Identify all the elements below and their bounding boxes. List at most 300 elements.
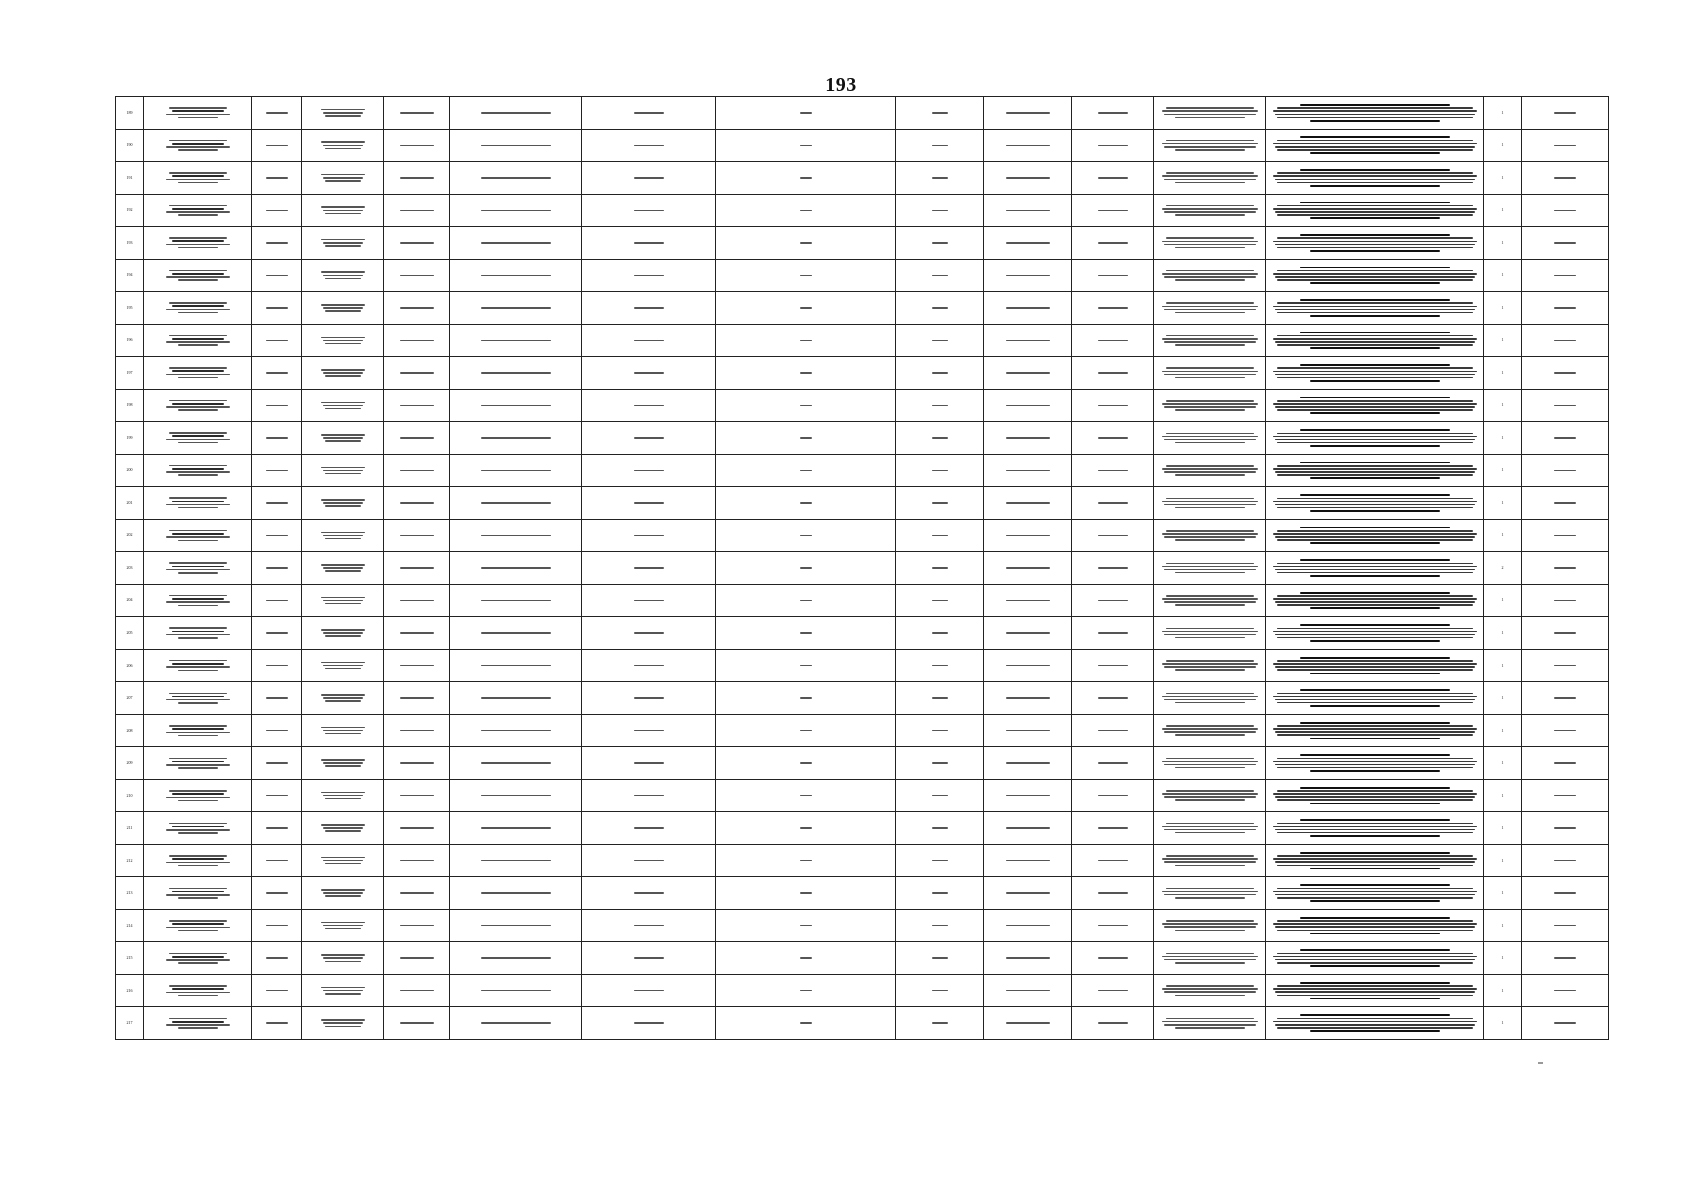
table-row [116,129,1609,162]
fap-type-cell [896,324,984,357]
illegible-text [984,470,1071,472]
population-cell [716,942,896,975]
illegible-text [1266,917,1483,935]
structural-unit-cell [302,877,384,910]
row-number-cell [116,974,144,1007]
table-row [116,584,1609,617]
illegible-text [252,632,301,634]
illegible-text [582,112,715,114]
illegible-text [1154,758,1265,769]
population-cell [716,324,896,357]
care-type-cell [1072,487,1154,520]
illegible-text [384,470,449,472]
illegible-text [144,530,251,541]
illegible-text [984,275,1071,277]
quantity-value: 1 [1501,434,1504,440]
address-cell [450,292,582,325]
illegible-text [144,1018,251,1029]
row-number: 198 [126,402,133,408]
illegible-text [384,340,449,342]
population-cell [716,422,896,455]
row-number: 190 [126,142,133,148]
structural-unit-cell [302,1007,384,1040]
population-cell [716,162,896,195]
illegible-text [1072,567,1153,569]
quantity-value: 1 [1501,857,1504,863]
illegible-text [1266,657,1483,675]
address-cell [450,519,582,552]
illegible-text [1154,725,1265,736]
illegible-text [716,892,895,894]
population-cell [716,617,896,650]
quantity-cell [1484,812,1522,845]
room-cell [984,292,1072,325]
settlement-cell [582,649,716,682]
table-row [116,357,1609,390]
illegible-text [1154,1018,1265,1029]
illegible-text [984,502,1071,504]
equipment-name-cell [1154,519,1266,552]
illegible-text [1522,145,1608,147]
illegible-text [302,922,383,930]
illegible-text [384,957,449,959]
room-cell [984,617,1072,650]
table-row [116,292,1609,325]
illegible-text [384,762,449,764]
fap-name-cell [384,422,450,455]
row-number-cell [116,422,144,455]
row-number: 189 [126,109,133,115]
illegible-text [1072,535,1153,537]
code-cell [252,714,302,747]
table-row [116,1007,1609,1040]
scan-mark [1538,1062,1543,1064]
population-cell [716,812,896,845]
illegible-text [144,627,251,638]
illegible-text [302,564,383,572]
care-type-cell [1072,389,1154,422]
standard-document-cell [1266,292,1484,325]
illegible-text [1072,925,1153,927]
date-cell [1522,487,1609,520]
address-cell [450,357,582,390]
illegible-text [582,860,715,862]
illegible-text [302,727,383,735]
illegible-text [1072,697,1153,699]
quantity-value: 1 [1501,337,1504,343]
quantity-cell [1484,714,1522,747]
illegible-text [896,827,983,829]
illegible-text [384,1022,449,1024]
standard-document-cell [1266,942,1484,975]
illegible-text [896,925,983,927]
fap-name-cell [384,552,450,585]
table-row [116,487,1609,520]
quantity-value: 1 [1501,109,1504,115]
fap-type-cell [896,714,984,747]
settlement-cell [582,714,716,747]
fap-type-cell [896,1007,984,1040]
illegible-text [1522,210,1608,212]
illegible-text [302,1019,383,1027]
equipment-name-cell [1154,584,1266,617]
standard-document-cell [1266,649,1484,682]
illegible-text [896,892,983,894]
code-cell [252,162,302,195]
illegible-text [716,567,895,569]
row-number: 212 [126,857,133,863]
equipment-name-cell [1154,454,1266,487]
care-type-cell [1072,682,1154,715]
settlement-cell [582,324,716,357]
fap-type-cell [896,389,984,422]
illegible-text [896,372,983,374]
illegible-text [252,242,301,244]
quantity-cell [1484,877,1522,910]
illegible-text [1154,920,1265,931]
illegible-text [896,535,983,537]
illegible-text [384,730,449,732]
illegible-text [984,892,1071,894]
illegible-text [302,499,383,507]
illegible-text [716,405,895,407]
fap-name-cell [384,227,450,260]
illegible-text [144,237,251,248]
room-cell [984,422,1072,455]
table-row [116,779,1609,812]
illegible-text [450,665,581,667]
organization-cell [144,324,252,357]
illegible-text [302,597,383,605]
quantity-value: 1 [1501,369,1504,375]
date-cell [1522,259,1609,292]
date-cell [1522,194,1609,227]
population-cell [716,292,896,325]
illegible-text [1522,762,1608,764]
illegible-text [1072,210,1153,212]
illegible-text [450,275,581,277]
illegible-text [450,632,581,634]
fap-type-cell [896,649,984,682]
standard-document-cell [1266,844,1484,877]
illegible-text [1522,502,1608,504]
illegible-text [1266,754,1483,772]
illegible-text [252,925,301,927]
population-cell [716,487,896,520]
structural-unit-cell [302,389,384,422]
quantity-value: 1 [1501,825,1504,831]
fap-type-cell [896,162,984,195]
illegible-text [252,340,301,342]
illegible-text [582,762,715,764]
quantity-cell [1484,519,1522,552]
fap-type-cell [896,259,984,292]
illegible-text [302,174,383,182]
illegible-text [716,795,895,797]
equipment-name-cell [1154,259,1266,292]
illegible-text [1072,307,1153,309]
organization-cell [144,389,252,422]
illegible-text [1522,795,1608,797]
row-number: 211 [126,825,133,831]
illegible-text [1154,433,1265,444]
illegible-text [1266,852,1483,870]
table-row [116,942,1609,975]
quantity-value: 1 [1501,1020,1504,1026]
code-cell [252,357,302,390]
illegible-text [384,535,449,537]
illegible-text [252,405,301,407]
date-cell [1522,227,1609,260]
illegible-text [1266,592,1483,610]
code-cell [252,97,302,130]
illegible-text [984,535,1071,537]
settlement-cell [582,942,716,975]
illegible-text [1266,949,1483,967]
fap-type-cell [896,974,984,1007]
illegible-text [144,693,251,704]
illegible-text [384,600,449,602]
table-row [116,454,1609,487]
room-cell [984,389,1072,422]
quantity-cell [1484,682,1522,715]
structural-unit-cell [302,779,384,812]
illegible-text [302,337,383,345]
table-row [116,422,1609,455]
settlement-cell [582,909,716,942]
illegible-text [302,987,383,995]
illegible-text [450,145,581,147]
quantity-cell [1484,97,1522,130]
room-cell [984,682,1072,715]
illegible-text [252,600,301,602]
structural-unit-cell [302,584,384,617]
quantity-cell [1484,649,1522,682]
illegible-text [984,860,1071,862]
illegible-text [302,402,383,410]
illegible-text [450,795,581,797]
illegible-text [1072,405,1153,407]
illegible-text [716,210,895,212]
illegible-text [1154,790,1265,801]
illegible-text [302,629,383,637]
code-cell [252,259,302,292]
quantity-value: 1 [1501,304,1504,310]
illegible-text [582,697,715,699]
row-number-cell [116,779,144,812]
organization-cell [144,162,252,195]
illegible-text [144,985,251,996]
row-number-cell [116,194,144,227]
fap-type-cell [896,617,984,650]
quantity-cell [1484,584,1522,617]
care-type-cell [1072,162,1154,195]
illegible-text [1266,1014,1483,1032]
code-cell [252,519,302,552]
quantity-cell [1484,942,1522,975]
illegible-text [1154,855,1265,866]
room-cell [984,649,1072,682]
row-number: 204 [126,597,133,603]
illegible-text [302,889,383,897]
illegible-text [450,340,581,342]
row-number: 197 [126,369,133,375]
illegible-text [1154,335,1265,346]
illegible-text [252,502,301,504]
row-number: 214 [126,922,133,928]
illegible-text [582,990,715,992]
illegible-text [582,567,715,569]
illegible-text [716,860,895,862]
fap-name-cell [384,357,450,390]
date-cell [1522,1007,1609,1040]
illegible-text [1072,632,1153,634]
equipment-name-cell [1154,389,1266,422]
organization-cell [144,812,252,845]
fap-name-cell [384,454,450,487]
illegible-text [1266,787,1483,805]
illegible-text [716,990,895,992]
equipment-name-cell [1154,552,1266,585]
quantity-value: 1 [1501,239,1504,245]
organization-cell [144,942,252,975]
illegible-text [716,632,895,634]
table-row [116,519,1609,552]
illegible-text [1522,827,1608,829]
quantity-cell [1484,292,1522,325]
row-number: 216 [126,987,133,993]
row-number-cell [116,747,144,780]
illegible-text [450,242,581,244]
illegible-text [984,730,1071,732]
settlement-cell [582,974,716,1007]
address-cell [450,747,582,780]
illegible-text [896,242,983,244]
illegible-text [984,795,1071,797]
quantity-value: 1 [1501,499,1504,505]
illegible-text [450,827,581,829]
illegible-text [1072,437,1153,439]
settlement-cell [582,454,716,487]
date-cell [1522,97,1609,130]
illegible-text [896,112,983,114]
illegible-text [144,400,251,411]
illegible-text [384,925,449,927]
illegible-text [1154,465,1265,476]
equipment-name-cell [1154,227,1266,260]
illegible-text [384,892,449,894]
standard-document-cell [1266,227,1484,260]
illegible-text [896,1022,983,1024]
standard-document-cell [1266,519,1484,552]
room-cell [984,552,1072,585]
illegible-text [1522,535,1608,537]
population-cell [716,909,896,942]
row-number: 208 [126,727,133,733]
quantity-cell [1484,259,1522,292]
illegible-text [1154,237,1265,248]
illegible-text [1522,307,1608,309]
equipment-name-cell [1154,162,1266,195]
illegible-text [1266,202,1483,220]
fap-type-cell [896,519,984,552]
illegible-text [1522,437,1608,439]
illegible-text [384,405,449,407]
organization-cell [144,1007,252,1040]
illegible-text [582,1022,715,1024]
room-cell [984,714,1072,747]
row-number: 193 [126,239,133,245]
table-row [116,909,1609,942]
illegible-text [716,372,895,374]
illegible-text [1154,953,1265,964]
address-cell [450,584,582,617]
code-cell [252,552,302,585]
row-number-cell [116,162,144,195]
quantity-value: 1 [1501,597,1504,603]
date-cell [1522,617,1609,650]
row-number: 205 [126,630,133,635]
date-cell [1522,292,1609,325]
illegible-text [450,860,581,862]
equipment-name-cell [1154,1007,1266,1040]
illegible-text [1072,242,1153,244]
illegible-text [896,860,983,862]
illegible-text [450,437,581,439]
care-type-cell [1072,974,1154,1007]
illegible-text [450,405,581,407]
illegible-text [450,210,581,212]
illegible-text [984,340,1071,342]
address-cell [450,1007,582,1040]
illegible-text [896,665,983,667]
illegible-text [1072,145,1153,147]
illegible-text [252,827,301,829]
row-number-cell [116,227,144,260]
settlement-cell [582,779,716,812]
table-row [116,194,1609,227]
illegible-text [1266,104,1483,122]
row-number-cell [116,519,144,552]
organization-cell [144,552,252,585]
illegible-text [1072,112,1153,114]
address-cell [450,682,582,715]
address-cell [450,129,582,162]
organization-cell [144,649,252,682]
row-number: 200 [126,467,133,473]
room-cell [984,227,1072,260]
illegible-text [252,567,301,569]
care-type-cell [1072,877,1154,910]
equipment-name-cell [1154,617,1266,650]
table-body [116,97,1609,1040]
quantity-cell [1484,747,1522,780]
row-number: 196 [126,337,133,343]
address-cell [450,552,582,585]
illegible-text [252,177,301,179]
equipment-name-cell [1154,97,1266,130]
fap-name-cell [384,649,450,682]
table-row [116,812,1609,845]
illegible-text [1266,364,1483,382]
illegible-text [1072,860,1153,862]
standard-document-cell [1266,129,1484,162]
care-type-cell [1072,714,1154,747]
illegible-text [1154,595,1265,606]
settlement-cell [582,844,716,877]
illegible-text [896,177,983,179]
illegible-text [1266,299,1483,317]
